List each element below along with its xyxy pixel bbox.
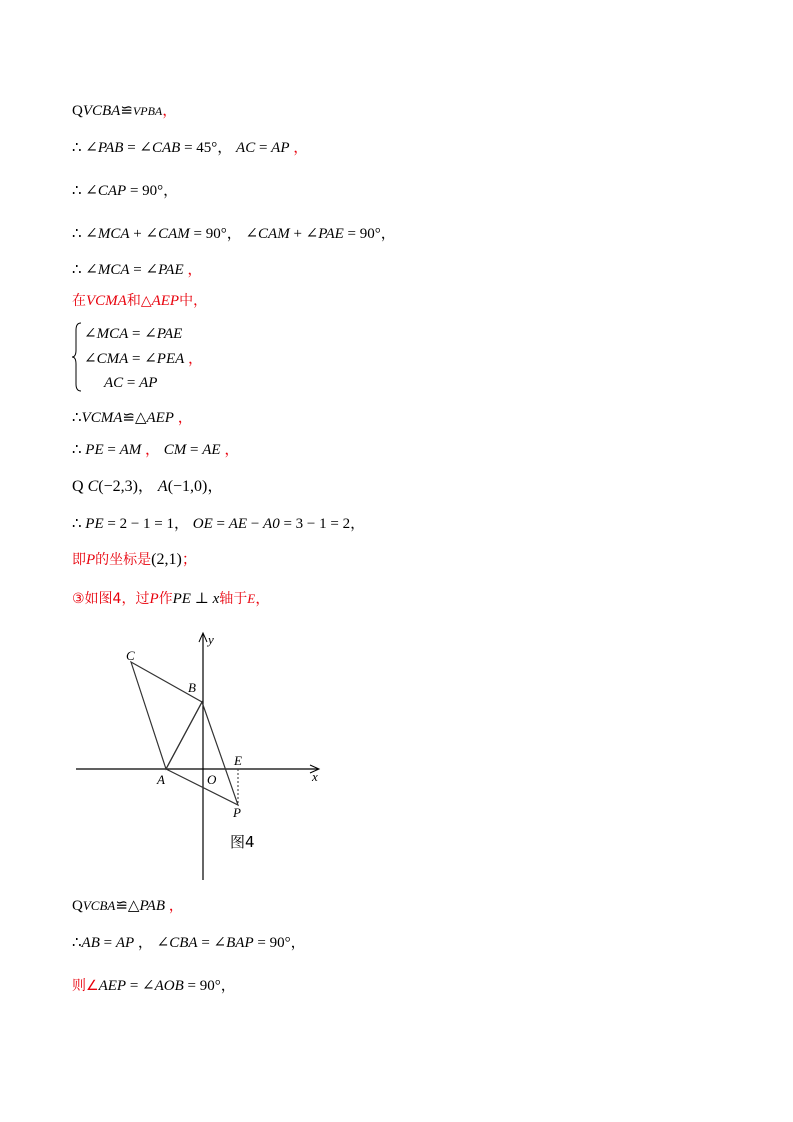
punctuation: ， <box>220 442 240 458</box>
math-text: CBA <box>169 935 198 951</box>
punctuation: ， <box>173 410 193 426</box>
chinese-text: 在 <box>72 293 86 309</box>
system-row-2 <box>84 349 203 369</box>
math-text: E <box>247 591 256 606</box>
math-text: = ∠ <box>128 326 157 342</box>
math-text: ≌△ <box>122 410 147 426</box>
math-text: = <box>255 140 272 156</box>
proof-line-4 <box>72 224 396 244</box>
math-text: = <box>99 935 116 951</box>
math-text: VCMA <box>81 410 123 426</box>
math-text: CAP <box>97 183 127 199</box>
label-p: P <box>233 805 241 820</box>
math-text: PAE <box>158 262 184 278</box>
proof-line-14 <box>72 933 306 953</box>
math-text: PAE <box>156 326 183 342</box>
proof-line-6 <box>72 291 207 311</box>
math-text: = 90°， <box>253 935 306 951</box>
math-text: = <box>212 516 229 532</box>
math-text: = ∠ <box>126 978 155 994</box>
proof-line-13 <box>72 896 184 916</box>
math-text: = 3 − 1 = 2， <box>279 516 366 532</box>
math-text: ∴ <box>72 516 86 532</box>
math-text: = 45°， <box>180 140 237 156</box>
math-text: AE <box>228 516 248 532</box>
punctuation: ， <box>183 262 203 278</box>
math-text: − <box>247 516 264 532</box>
chinese-text: 即 <box>72 552 86 568</box>
math-text: VCMA <box>86 293 127 309</box>
math-text: ≌△ <box>115 898 140 914</box>
math-text: (2,1) <box>151 551 182 568</box>
math-text: ∴ <box>72 410 82 426</box>
math-text: ∴ ∠ <box>72 226 98 242</box>
math-text: VPBA <box>132 104 163 118</box>
math-text: = <box>186 442 203 458</box>
math-text: ∴ ∠ <box>72 140 98 156</box>
punctuation: ， <box>255 591 271 607</box>
math-text: PE <box>85 442 104 458</box>
math-text: Q <box>72 898 83 914</box>
math-text: (−1,0)， <box>167 478 224 495</box>
math-text: = 2 − 1 = 1， <box>103 516 193 532</box>
math-text: OE <box>192 516 213 532</box>
system-row-1 <box>84 324 182 344</box>
math-text: AEP <box>151 293 180 309</box>
math-text: AC <box>104 375 124 391</box>
math-text: CM <box>163 442 187 458</box>
math-text: ⊥ <box>190 591 213 607</box>
label-x: x <box>312 769 318 784</box>
punctuation: ， <box>289 140 309 156</box>
system-row-3 <box>104 373 157 393</box>
math-text: = 90°， ∠ <box>189 226 259 242</box>
math-text: ∴ <box>72 442 86 458</box>
chinese-text: ③如图4，过 <box>72 591 150 607</box>
math-text: PAE <box>318 226 344 242</box>
triangle-abc <box>131 662 202 769</box>
chinese-text: 轴于 <box>219 591 248 607</box>
math-text: AP <box>115 935 135 951</box>
math-text: MCA <box>97 262 130 278</box>
math-text: PE <box>85 516 104 532</box>
math-text: P <box>149 591 159 607</box>
label-c: C <box>126 648 135 663</box>
math-text: = <box>123 375 140 391</box>
math-text: AM <box>119 442 142 458</box>
congruent-symbol: ≌ <box>120 103 133 119</box>
math-text: = 90°， <box>126 183 179 199</box>
math-text: ， ∠ <box>134 935 170 951</box>
label-y: y <box>208 632 214 647</box>
math-text: AE <box>202 442 221 458</box>
math-text: CAM <box>258 226 290 242</box>
math-text: AOB <box>154 978 184 994</box>
proof-line-8 <box>72 440 239 460</box>
math-text: = ∠ <box>128 351 157 367</box>
math-text: PAB <box>97 140 124 156</box>
math-text: ∠ <box>84 351 97 367</box>
punctuation: ， <box>165 898 184 914</box>
math-text: PAB <box>139 898 166 914</box>
math-text: x <box>212 591 220 607</box>
math-text: AEP <box>146 410 174 426</box>
punctuation: ， <box>162 103 178 119</box>
because-symbol: Q <box>72 103 83 119</box>
proof-line-1 <box>72 101 177 121</box>
proof-line-12 <box>72 589 270 609</box>
math-text: = ∠ <box>129 262 159 278</box>
left-brace <box>72 322 82 392</box>
math-text: CAB <box>151 140 181 156</box>
math-text: BAP <box>226 935 254 951</box>
proof-line-10 <box>72 514 365 534</box>
math-text: ∴ ∠ <box>72 262 98 278</box>
proof-line-15 <box>72 976 236 996</box>
math-text: C <box>87 478 99 495</box>
label-a: A <box>157 772 165 787</box>
math-text: CMA <box>96 351 129 367</box>
proof-line-5 <box>72 260 202 280</box>
math-text: A0 <box>263 516 280 532</box>
figure-4 <box>70 628 330 884</box>
math-text: = 90°， <box>183 978 236 994</box>
punctuation: ， <box>184 351 204 367</box>
math-text: AP <box>271 140 290 156</box>
label-e: E <box>234 753 242 768</box>
math-text: PE <box>172 591 191 607</box>
math-text: AP <box>139 375 158 391</box>
label-o: O <box>207 772 217 787</box>
math-text: ∴ ∠ <box>72 183 98 199</box>
math-text: + ∠ <box>129 226 159 242</box>
math-text: CAM <box>158 226 190 242</box>
math-text: = 90°， <box>343 226 396 242</box>
math-text: MCA <box>97 226 130 242</box>
proof-line-9 <box>72 477 223 497</box>
math-text: AC <box>236 140 256 156</box>
math-text: PEA <box>156 351 185 367</box>
math-text: + ∠ <box>289 226 319 242</box>
math-text: ∠ <box>84 326 97 342</box>
math-text: ∴ <box>72 935 82 951</box>
chinese-text: 和△ <box>126 293 152 309</box>
math-text: (−2,3)， <box>98 478 158 495</box>
math-text: MCA <box>96 326 129 342</box>
chinese-text: 则∠ <box>72 978 99 994</box>
chinese-text: 中， <box>179 293 208 309</box>
proof-line-3 <box>72 181 178 201</box>
math-text: Q <box>72 478 88 495</box>
math-text: = ∠ <box>123 140 152 156</box>
math-text: = ∠ <box>197 935 227 951</box>
triangle-abp <box>166 702 238 805</box>
math-text: A <box>157 478 168 495</box>
chinese-text: 的坐标是 <box>95 552 152 568</box>
proof-line-7 <box>72 408 193 428</box>
proof-line-2 <box>72 138 308 158</box>
math-text: = <box>103 442 120 458</box>
math-text: VCBA <box>82 898 116 913</box>
chinese-text: 作 <box>158 591 173 607</box>
label-b: B <box>188 680 196 695</box>
proof-line-11 <box>72 550 197 570</box>
math-text: AEP <box>98 978 127 994</box>
punctuation: ， <box>141 442 164 458</box>
math-text: P <box>86 552 96 568</box>
punctuation: ； <box>181 552 197 568</box>
math-text: AB <box>81 935 100 951</box>
figure-caption: 图4 <box>230 833 255 851</box>
math-text: VCBA <box>82 103 121 119</box>
